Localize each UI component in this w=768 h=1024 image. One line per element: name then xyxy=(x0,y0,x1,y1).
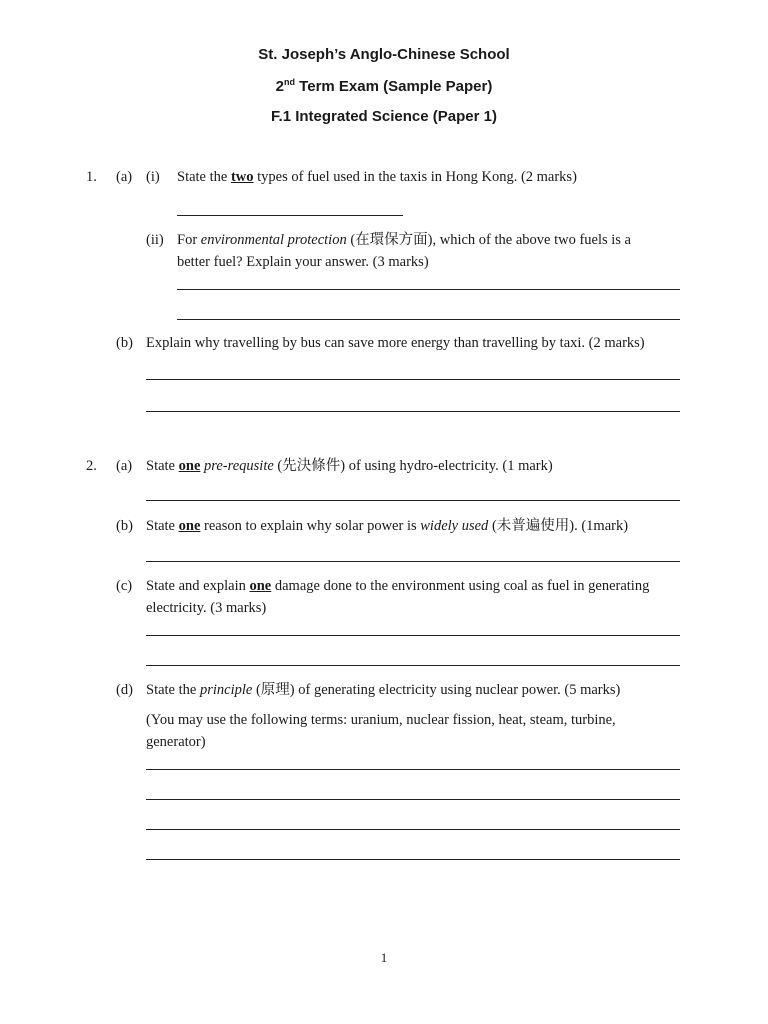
q2a-label: (a) xyxy=(116,458,133,474)
answer-line xyxy=(146,379,680,380)
q1b-text: Explain why travelling by bus can save more energy than travelling by taxi. (2 marks) xyxy=(146,335,645,351)
q1ai-text-1: State the xyxy=(177,169,231,185)
q2a-bold: one xyxy=(178,458,201,474)
answer-line xyxy=(146,561,680,562)
answer-line xyxy=(146,411,680,412)
exam-title xyxy=(0,78,768,95)
q2b-italic: widely used xyxy=(420,518,489,534)
q1ai-text xyxy=(177,168,577,186)
q2c-label: (c) xyxy=(116,578,133,594)
answer-line xyxy=(146,859,680,860)
answer-line xyxy=(177,289,680,290)
answer-line xyxy=(146,665,680,666)
answer-line xyxy=(146,799,680,800)
q1b-label: (b) xyxy=(116,335,133,351)
q1aii-text-2: (在環保方面), which of the above two fuels is a xyxy=(346,232,631,248)
exam-title-rest: Term Exam (Sample Paper) xyxy=(295,78,493,95)
q1aii-label: (ii) xyxy=(146,232,164,248)
q1aii-italic: environmental protection xyxy=(200,232,347,248)
q2c-text-2: damage done to the environment using coal as fuel in generating xyxy=(271,578,650,594)
q2c-text xyxy=(146,577,649,595)
q2d-note-line2: generator) xyxy=(146,734,206,750)
answer-line xyxy=(146,500,680,501)
q2c-text-line2: electricity. (3 marks) xyxy=(146,600,267,616)
q1aii-text-line2: better fuel? Explain your answer. (3 marks) xyxy=(177,254,429,270)
q2c-bold: one xyxy=(249,578,272,594)
answer-line xyxy=(177,319,680,320)
q2d-text-1: State the xyxy=(146,682,200,698)
answer-line xyxy=(177,215,403,216)
subject-title: F.1 Integrated Science (Paper 1) xyxy=(271,108,497,125)
answer-line xyxy=(146,769,680,770)
q1ai-bold: two xyxy=(230,169,254,185)
q2b-bold: one xyxy=(178,518,201,534)
q1aii-text-1: For xyxy=(177,232,201,248)
q1-number: 1. xyxy=(86,169,97,185)
school-name: St. Joseph’s Anglo-Chinese School xyxy=(258,46,510,63)
q2b-text-3: (未普遍使用). (1mark) xyxy=(488,518,629,534)
q2b-label: (b) xyxy=(116,518,133,534)
exam-ordinal: 2 xyxy=(275,78,285,95)
q2a-text-3: (先決條件) of using hydro-electricity. (1 mark) xyxy=(273,458,553,474)
answer-line xyxy=(146,635,680,636)
q2b-text xyxy=(146,517,628,535)
q2b-text-2: reason to explain why solar power is xyxy=(200,518,421,534)
q2d-text xyxy=(146,681,620,699)
page-number: 1 xyxy=(380,950,388,965)
q2d-italic: principle xyxy=(199,682,253,698)
q2c-text-1: State and explain xyxy=(146,578,250,594)
q1ai-label: (i) xyxy=(146,169,160,185)
q2d-text-2: (原理) of generating electricity using nuclear power. (5 marks) xyxy=(252,682,621,698)
q2a-italic: pre-requsite xyxy=(204,458,274,474)
q2d-note-line1: (You may use the following terms: uranium, nuclear fission, heat, steam, turbine, xyxy=(146,712,616,728)
q1a-label: (a) xyxy=(116,169,133,185)
q2b-text-1: State xyxy=(146,518,179,534)
q2a-text-1: State xyxy=(146,458,179,474)
exam-ordinal-suffix: nd xyxy=(284,77,296,87)
answer-line xyxy=(146,829,680,830)
q2-number: 2. xyxy=(86,458,97,474)
q1aii-text xyxy=(177,231,631,249)
q2d-label: (d) xyxy=(116,682,133,698)
q2a-text xyxy=(146,457,553,475)
q1ai-text-2: types of fuel used in the taxis in Hong Kong. (2 marks) xyxy=(253,169,577,185)
